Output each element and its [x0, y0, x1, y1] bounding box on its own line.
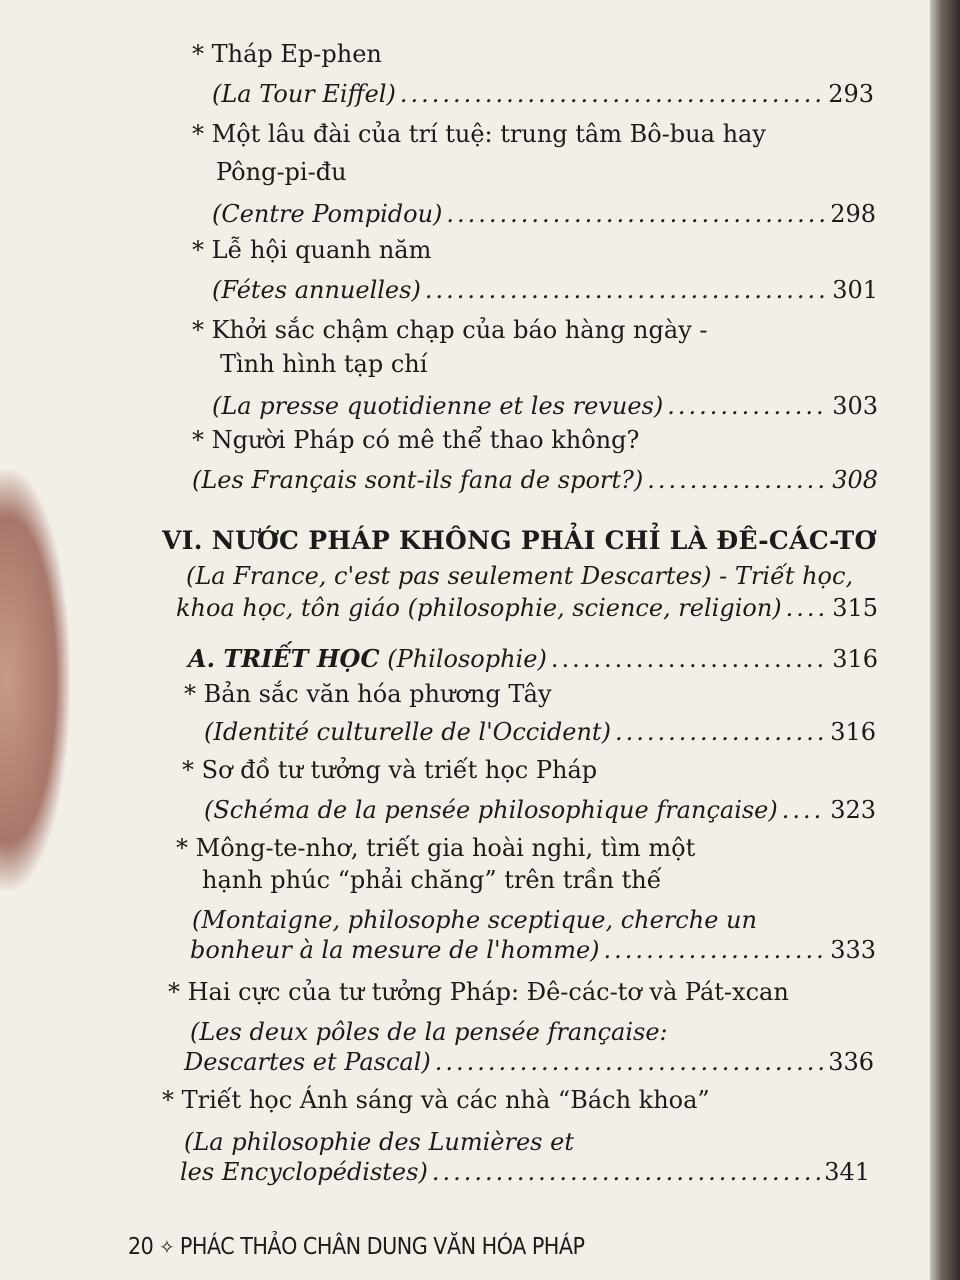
toc-entry-title-cont: Pông-pi-đu	[216, 158, 347, 186]
page-number: 303	[832, 392, 878, 420]
toc-entry-title: * Bản sắc văn hóa phương Tây	[184, 680, 552, 708]
footer-page-number: 20	[128, 1234, 154, 1260]
toc-entry-subtitle: (Schéma de la pensée philosophique française) ..... 323	[204, 796, 876, 824]
toc-entry-title: * Khởi sắc chậm chạp của báo hàng ngày -	[192, 316, 708, 344]
page-number: 308	[832, 466, 878, 494]
page-number: 315	[832, 594, 878, 622]
page-number: 301	[832, 276, 878, 304]
toc-entry-title: * Triết học Ánh sáng và các nhà “Bách khoa”	[162, 1086, 710, 1114]
toc-entry-title: * Lễ hội quanh năm	[192, 236, 432, 264]
toc-entry-subtitle: (Centre Pompidou) ..... 298	[212, 200, 876, 228]
thumb-shadow	[0, 470, 70, 890]
section-title: VI. NƯỚC PHÁP KHÔNG PHẢI CHỈ LÀ ĐÊ-CÁC-TƠ	[162, 526, 877, 555]
toc-entry-title: * Hai cực của tư tưởng Pháp: Đê-các-tơ và Pát-xcan	[168, 978, 789, 1006]
page-number: 316	[832, 645, 878, 673]
toc-entry-title: * Mông-te-nhơ, triết gia hoài nghi, tìm một	[176, 834, 696, 862]
page-number: 323	[830, 796, 876, 824]
footer-book-title: PHÁC THẢO CHÂN DUNG VĂN HÓA PHÁP	[179, 1234, 585, 1260]
section-subtitle-cont: khoa học, tôn giáo (philosophie, science, religion) ..... 315	[176, 594, 878, 622]
toc-entry-subtitle: (Les Français sont-ils fana de sport?) ..... 308	[192, 466, 878, 494]
page-number: 298	[830, 200, 876, 228]
page-number: 333	[830, 936, 876, 964]
section-subtitle: (La France, c'est pas seulement Descartes) - Triết học,	[186, 562, 854, 590]
page-footer	[128, 1234, 585, 1260]
ornament-icon: ✧	[159, 1235, 174, 1259]
toc-entry-subtitle: (La Tour Eiffel) ..... 293	[212, 80, 874, 108]
toc-entry-subtitle: (La philosophie des Lumières et	[184, 1128, 574, 1156]
page-edge	[930, 0, 960, 1280]
toc-entry-subtitle: (Montaigne, philosophe sceptique, cherche un	[192, 906, 757, 934]
page-number: 316	[830, 718, 876, 746]
toc-entry-subtitle: (Identité culturelle de l'Occident) ..... 316	[204, 718, 876, 746]
toc-entry-title: * Sơ đồ tư tưởng và triết học Pháp	[182, 756, 598, 784]
toc-entry-subtitle-cont: bonheur à la mesure de l'homme) ..... 333	[190, 936, 876, 964]
toc-entry-subtitle-cont: Descartes et Pascal) ..... 336	[184, 1048, 874, 1076]
toc-entry-title-cont: hạnh phúc “phải chăng” trên trần thế	[202, 866, 662, 894]
page-number: 336	[828, 1048, 874, 1076]
page-number: 293	[828, 80, 874, 108]
toc-entry-title: * Một lâu đài của trí tuệ: trung tâm Bô-bua hay	[192, 120, 766, 148]
toc-entry-title: * Người Pháp có mê thể thao không?	[192, 426, 640, 454]
toc-entry-subtitle: (La presse quotidienne et les revues) ..... 303	[212, 392, 878, 420]
toc-entry-subtitle: (Fétes annuelles) ..... 301	[212, 276, 878, 304]
toc-entry-subtitle: (Les deux pôles de la pensée française:	[190, 1018, 668, 1046]
toc-entry-subtitle-cont: les Encyclopédistes) ..... 341	[180, 1158, 870, 1186]
toc-entry-title-cont: Tình hình tạp chí	[220, 350, 428, 378]
toc-entry-title: * Tháp Ep-phen	[192, 40, 382, 68]
page-number: 341	[824, 1158, 870, 1186]
subsection-title: A. TRIẾT HỌC (Philosophie) ..... 316	[188, 644, 878, 673]
